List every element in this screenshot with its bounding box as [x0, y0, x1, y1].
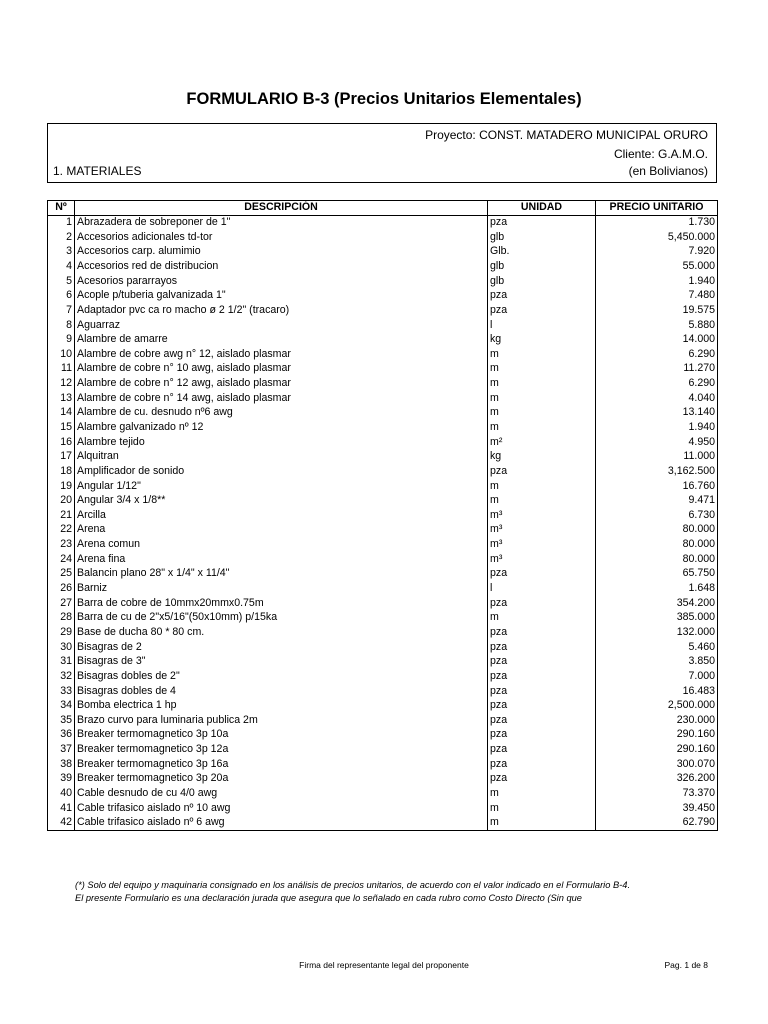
table-row [48, 669, 718, 684]
table-row [48, 801, 718, 816]
row-number: 26 [48, 582, 75, 597]
column-header-unit: UNIDAD [488, 201, 596, 216]
row-description: Balancin plano 28" x 1/4" x 11/4" [75, 567, 488, 582]
column-header-price: PRECIO UNITARIO [596, 201, 718, 216]
row-number: 4 [48, 259, 75, 274]
table-row [48, 684, 718, 699]
row-price: 290.160 [596, 728, 718, 743]
row-number: 1 [48, 216, 75, 231]
table-row [48, 362, 718, 377]
row-description: Bisagras de 2 [75, 640, 488, 655]
row-price: 3.850 [596, 655, 718, 670]
row-number: 27 [48, 596, 75, 611]
row-description: Cable trifasico aislado nº 6 awg [75, 816, 488, 831]
column-header-number: Nº [48, 201, 75, 216]
row-unit: pza [488, 640, 596, 655]
row-number: 12 [48, 377, 75, 392]
row-number: 10 [48, 347, 75, 362]
row-unit: m [488, 801, 596, 816]
table-row [48, 816, 718, 831]
row-number: 23 [48, 538, 75, 553]
row-price: 2,500.000 [596, 699, 718, 714]
row-description: Bisagras dobles de 2" [75, 669, 488, 684]
row-unit: kg [488, 450, 596, 465]
row-number: 38 [48, 757, 75, 772]
row-number: 40 [48, 786, 75, 801]
row-unit: m³ [488, 508, 596, 523]
table-row [48, 333, 718, 348]
row-price: 7.920 [596, 245, 718, 260]
row-description: Alambre de cobre n° 10 awg, aislado plasmar [75, 362, 488, 377]
row-description: Alambre galvanizado nº 12 [75, 420, 488, 435]
row-number: 11 [48, 362, 75, 377]
row-price: 6.730 [596, 508, 718, 523]
table-row [48, 303, 718, 318]
row-number: 30 [48, 640, 75, 655]
row-number: 5 [48, 274, 75, 289]
row-number: 17 [48, 450, 75, 465]
row-description: Bisagras dobles de 4 [75, 684, 488, 699]
row-description: Breaker termomagnetico 3p 16a [75, 757, 488, 772]
footnote-line-2: El presente Formulario es una declaración jurada que asegura que lo señalado en cada rubro como Costo Directo (Sin que [75, 893, 582, 903]
row-price: 326.200 [596, 772, 718, 787]
row-price: 6.290 [596, 377, 718, 392]
client-name: Cliente: G.A.M.O. [613, 147, 708, 161]
row-unit: glb [488, 259, 596, 274]
currency-label: (en Bolivianos) [628, 164, 708, 178]
table-row [48, 567, 718, 582]
table-row [48, 596, 718, 611]
table-row [48, 377, 718, 392]
table-row [48, 699, 718, 714]
row-price: 4.950 [596, 435, 718, 450]
row-description: Abrazadera de sobreponer de 1" [75, 216, 488, 231]
row-description: Alambre de amarre [75, 333, 488, 348]
row-number: 21 [48, 508, 75, 523]
row-unit: pza [488, 699, 596, 714]
row-price: 5.460 [596, 640, 718, 655]
row-unit: m [488, 377, 596, 392]
row-price: 13.140 [596, 406, 718, 421]
row-price: 230.000 [596, 713, 718, 728]
row-description: Barra de cobre de 10mmx20mmx0.75m [75, 596, 488, 611]
row-description: Alambre de cobre n° 12 awg, aislado plasmar [75, 377, 488, 392]
row-unit: pza [488, 684, 596, 699]
row-unit: pza [488, 567, 596, 582]
row-number: 25 [48, 567, 75, 582]
table-row [48, 406, 718, 421]
row-price: 300.070 [596, 757, 718, 772]
row-number: 39 [48, 772, 75, 787]
row-description: Barniz [75, 582, 488, 597]
row-description: Alambre de cobre n° 14 awg, aislado plasmar [75, 391, 488, 406]
table-row [48, 435, 718, 450]
table-row [48, 245, 718, 260]
table-row [48, 391, 718, 406]
row-number: 7 [48, 303, 75, 318]
row-price: 290.160 [596, 743, 718, 758]
row-price: 3,162.500 [596, 464, 718, 479]
price-table [47, 200, 718, 831]
page-number: Pag. 1 de 8 [664, 960, 708, 970]
footnote [75, 879, 735, 905]
table-row [48, 420, 718, 435]
column-header-description: DESCRIPCIÓN [75, 201, 488, 216]
row-number: 34 [48, 699, 75, 714]
row-number: 41 [48, 801, 75, 816]
row-price: 80.000 [596, 552, 718, 567]
row-number: 29 [48, 625, 75, 640]
table-row [48, 347, 718, 362]
row-unit: pza [488, 464, 596, 479]
row-unit: m [488, 816, 596, 831]
table-row [48, 259, 718, 274]
row-price: 354.200 [596, 596, 718, 611]
row-number: 42 [48, 816, 75, 831]
row-number: 6 [48, 289, 75, 304]
row-number: 19 [48, 479, 75, 494]
row-unit: m [488, 494, 596, 509]
row-number: 31 [48, 655, 75, 670]
table-row [48, 289, 718, 304]
row-description: Cable desnudo de cu 4/0 awg [75, 786, 488, 801]
row-description: Arena [75, 523, 488, 538]
row-description: Amplificador de sonido [75, 464, 488, 479]
row-unit: m³ [488, 552, 596, 567]
row-description: Bomba electrica 1 hp [75, 699, 488, 714]
row-unit: pza [488, 669, 596, 684]
row-description: Accesorios adicionales td-tor [75, 230, 488, 245]
row-unit: glb [488, 230, 596, 245]
row-unit: pza [488, 289, 596, 304]
table-body [48, 216, 718, 831]
row-number: 37 [48, 743, 75, 758]
row-price: 7.480 [596, 289, 718, 304]
row-unit: m [488, 362, 596, 377]
row-price: 73.370 [596, 786, 718, 801]
row-unit: glb [488, 274, 596, 289]
footnote-line-1: (*) Solo del equipo y maquinaria consignado en los análisis de precios unitarios, de acuerdo con el valor indicado en el Formulario B-4. [75, 880, 631, 890]
row-unit: pza [488, 303, 596, 318]
row-description: Bisagras de 3" [75, 655, 488, 670]
row-price: 385.000 [596, 611, 718, 626]
row-price: 14.000 [596, 333, 718, 348]
row-description: Arena fina [75, 552, 488, 567]
row-description: Alambre tejido [75, 435, 488, 450]
table-row [48, 538, 718, 553]
row-unit: m [488, 406, 596, 421]
row-price: 5,450.000 [596, 230, 718, 245]
table-header-row [48, 201, 718, 216]
row-unit: m [488, 391, 596, 406]
row-unit: l [488, 582, 596, 597]
table-row [48, 230, 718, 245]
row-price: 1.940 [596, 420, 718, 435]
table-row [48, 508, 718, 523]
row-number: 3 [48, 245, 75, 260]
table-row [48, 728, 718, 743]
table-row [48, 450, 718, 465]
table-row [48, 552, 718, 567]
row-description: Alambre de cu. desnudo nº6 awg [75, 406, 488, 421]
row-unit: m [488, 611, 596, 626]
row-unit: pza [488, 728, 596, 743]
row-price: 19.575 [596, 303, 718, 318]
section-label: 1. MATERIALES [53, 164, 142, 178]
row-unit: pza [488, 713, 596, 728]
row-description: Breaker termomagnetico 3p 12a [75, 743, 488, 758]
row-unit: pza [488, 743, 596, 758]
row-number: 35 [48, 713, 75, 728]
row-number: 13 [48, 391, 75, 406]
table-row [48, 743, 718, 758]
row-number: 32 [48, 669, 75, 684]
row-unit: pza [488, 655, 596, 670]
row-price: 7.000 [596, 669, 718, 684]
row-number: 2 [48, 230, 75, 245]
row-description: Accesorios red de distribucion [75, 259, 488, 274]
row-unit: m [488, 420, 596, 435]
row-price: 16.483 [596, 684, 718, 699]
row-price: 5.880 [596, 318, 718, 333]
row-unit: m [488, 786, 596, 801]
row-price: 39.450 [596, 801, 718, 816]
table-row [48, 494, 718, 509]
row-description: Arena comun [75, 538, 488, 553]
row-unit: pza [488, 757, 596, 772]
row-number: 36 [48, 728, 75, 743]
row-number: 15 [48, 420, 75, 435]
row-price: 11.270 [596, 362, 718, 377]
table-row [48, 464, 718, 479]
row-price: 11.000 [596, 450, 718, 465]
row-unit: pza [488, 625, 596, 640]
row-description: Breaker termomagnetico 3p 20a [75, 772, 488, 787]
row-description: Barra de cu de 2"x5/16"(50x10mm) p/15ka [75, 611, 488, 626]
row-number: 24 [48, 552, 75, 567]
row-description: Base de ducha 80 * 80 cm. [75, 625, 488, 640]
row-price: 132.000 [596, 625, 718, 640]
row-number: 18 [48, 464, 75, 479]
row-unit: pza [488, 772, 596, 787]
table-row [48, 655, 718, 670]
row-price: 80.000 [596, 523, 718, 538]
table-row [48, 786, 718, 801]
project-name: Proyecto: CONST. MATADERO MUNICIPAL ORURO [425, 128, 708, 142]
row-price: 65.750 [596, 567, 718, 582]
row-price: 1.940 [596, 274, 718, 289]
row-number: 33 [48, 684, 75, 699]
row-description: Alquitran [75, 450, 488, 465]
row-description: Breaker termomagnetico 3p 10a [75, 728, 488, 743]
table-row [48, 216, 718, 231]
table-row [48, 625, 718, 640]
table-row [48, 757, 718, 772]
table-row [48, 640, 718, 655]
row-unit: kg [488, 333, 596, 348]
row-number: 8 [48, 318, 75, 333]
table-row [48, 713, 718, 728]
row-number: 9 [48, 333, 75, 348]
row-number: 16 [48, 435, 75, 450]
row-description: Acople p/tuberia galvanizada 1" [75, 289, 488, 304]
table-row [48, 582, 718, 597]
row-price: 4.040 [596, 391, 718, 406]
row-number: 14 [48, 406, 75, 421]
row-unit: pza [488, 216, 596, 231]
row-number: 20 [48, 494, 75, 509]
page-title: FORMULARIO B-3 (Precios Unitarios Elementales) [186, 90, 582, 108]
project-header [47, 123, 717, 183]
table-row [48, 772, 718, 787]
table-row [48, 611, 718, 626]
row-number: 22 [48, 523, 75, 538]
row-description: Cable trifasico aislado nº 10 awg [75, 801, 488, 816]
row-unit: m [488, 347, 596, 362]
row-unit: pza [488, 596, 596, 611]
row-price: 1.648 [596, 582, 718, 597]
row-price: 62.790 [596, 816, 718, 831]
row-description: Arcilla [75, 508, 488, 523]
table-row [48, 318, 718, 333]
row-unit: m³ [488, 538, 596, 553]
table-row [48, 523, 718, 538]
row-price: 55.000 [596, 259, 718, 274]
row-description: Brazo curvo para luminaria publica 2m [75, 713, 488, 728]
table-row [48, 479, 718, 494]
row-description: Acesorios pararrayos [75, 274, 488, 289]
row-unit: m² [488, 435, 596, 450]
row-description: Angular 3/4 x 1/8** [75, 494, 488, 509]
row-unit: l [488, 318, 596, 333]
row-unit: m³ [488, 523, 596, 538]
row-description: Angular 1/12" [75, 479, 488, 494]
row-unit: Glb. [488, 245, 596, 260]
row-description: Aguarraz [75, 318, 488, 333]
signature-label: Firma del representante legal del proponente [299, 960, 469, 970]
row-price: 6.290 [596, 347, 718, 362]
row-price: 80.000 [596, 538, 718, 553]
row-price: 9.471 [596, 494, 718, 509]
row-description: Alambre de cobre awg n° 12, aislado plasmar [75, 347, 488, 362]
row-price: 16.760 [596, 479, 718, 494]
row-number: 28 [48, 611, 75, 626]
row-unit: m [488, 479, 596, 494]
table-row [48, 274, 718, 289]
row-description: Accesorios carp. alumimio [75, 245, 488, 260]
row-price: 1.730 [596, 216, 718, 231]
row-description: Adaptador pvc ca ro macho ø 2 1/2" (tracaro) [75, 303, 488, 318]
